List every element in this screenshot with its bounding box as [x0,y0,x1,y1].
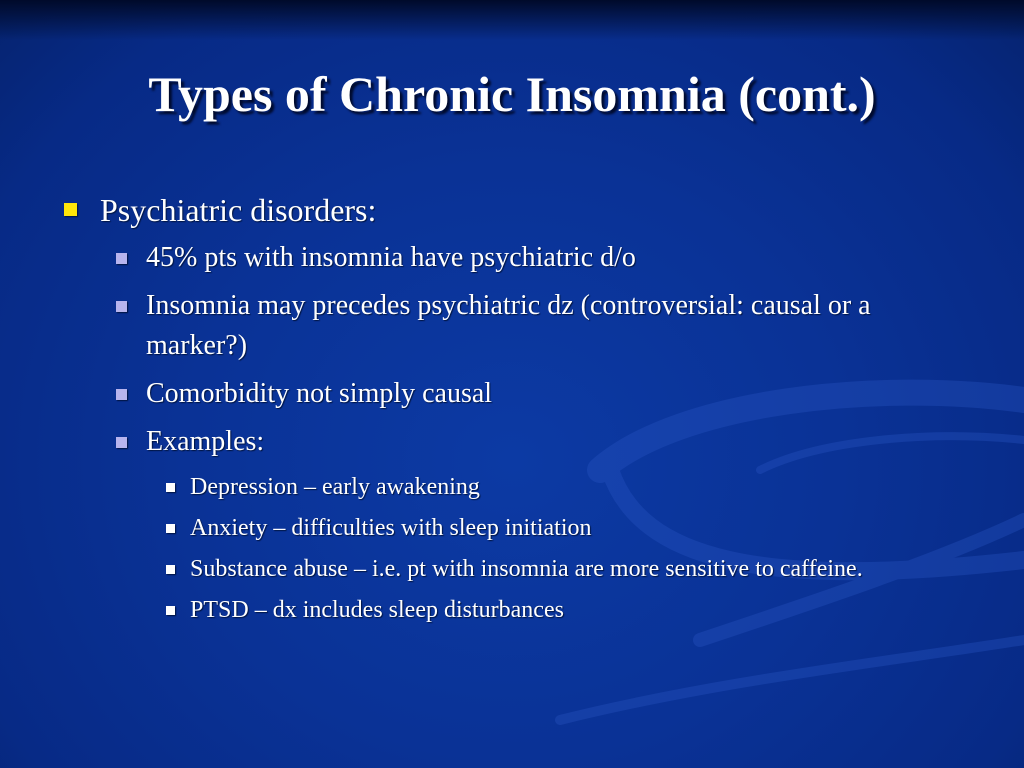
square-bullet-icon [64,203,77,216]
square-bullet-icon [116,437,127,448]
example-label: Substance abuse – i.e. pt with insomnia are more sensitive to caffeine. [190,556,863,582]
sub-bullet-label: Comorbidity not simply causal [146,378,493,409]
sub-bullet-examples [62,422,906,462]
bullet-psychiatric-disorders [62,190,962,230]
bullet-label: Psychiatric disorders: [100,192,377,228]
square-bullet-icon [116,253,127,264]
square-bullet-icon [166,483,175,492]
sub-bullet-label: 45% pts with insomnia have psychiatric d/o [146,242,636,273]
sub-bullet-label: Examples: [146,426,265,457]
example-depression [62,472,962,503]
square-bullet-icon [116,301,127,312]
example-ptsd [62,595,962,626]
example-label: Anxiety – difficulties with sleep initiation [190,515,592,541]
example-label: PTSD – dx includes sleep disturbances [190,597,564,623]
example-anxiety [62,513,962,544]
sub-bullet-label: Insomnia may precedes psychiatric dz (controversial: causal or a marker?) [146,290,871,361]
square-bullet-icon [116,389,127,400]
bullet-list [62,190,962,626]
sub-bullet-comorbidity [62,374,906,414]
square-bullet-icon [166,524,175,533]
square-bullet-icon [166,606,175,615]
slide-title: Types of Chronic Insomnia (cont.) [148,66,876,122]
example-label: Depression – early awakening [190,474,480,500]
sub-bullet-precedes [62,286,906,366]
example-substance-abuse [62,554,962,585]
sub-bullet-prevalence [62,238,906,278]
square-bullet-icon [166,565,175,574]
